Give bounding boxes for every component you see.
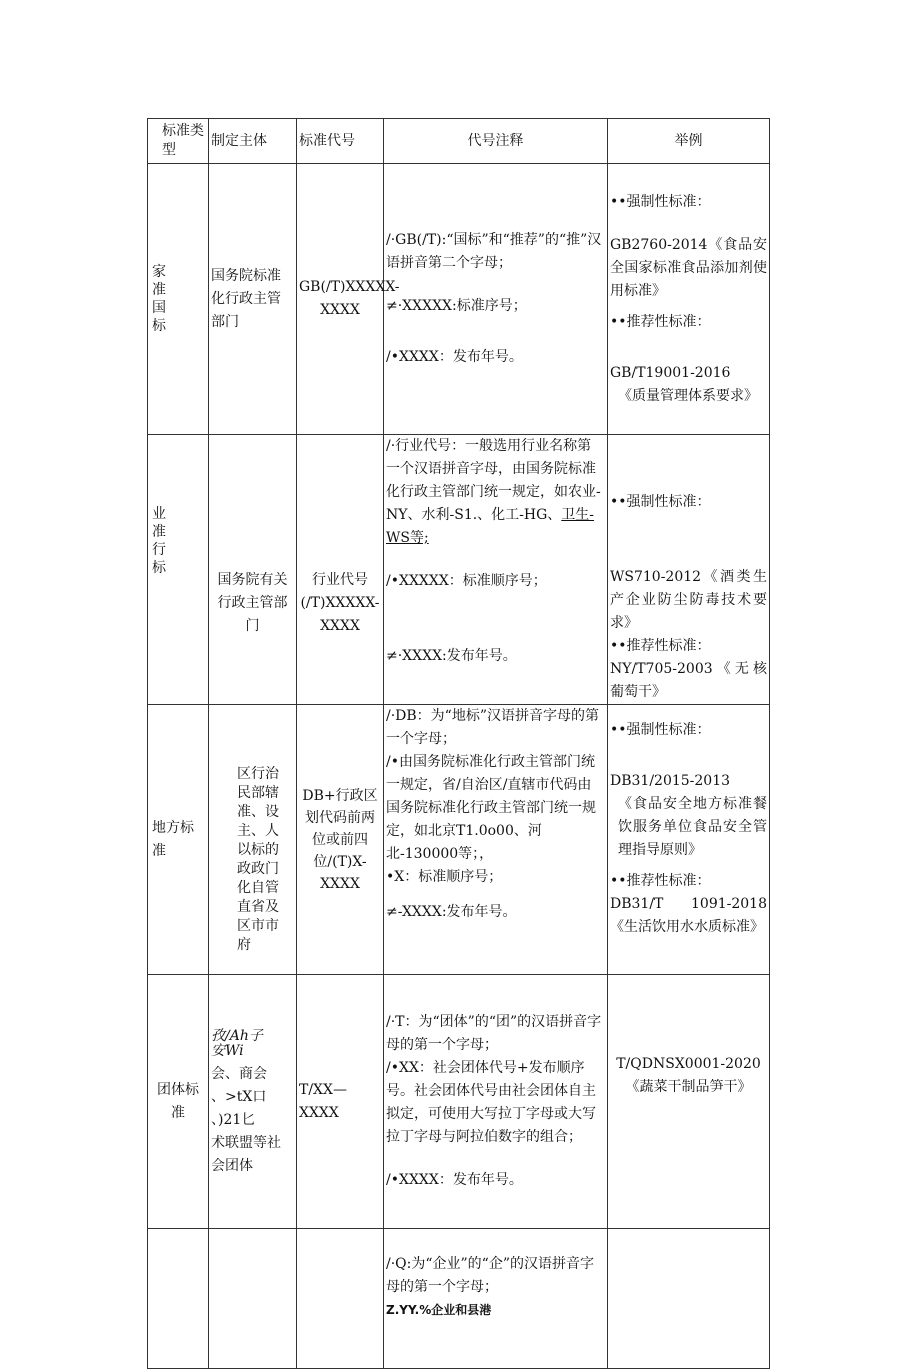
cell-example: T/QDNSX0001-2020 《蔬菜干制品笋干》 <box>608 975 770 1229</box>
cell-example: ••强制性标准： WS710-2012《酒类生产企业防尘防毒技术要求》 ••推荐性标准： NY/T705-2003《无核葡萄干》 <box>608 435 770 705</box>
cell-code: GB(/T)XXXXX-XXXX <box>297 164 384 435</box>
cell-example <box>608 1229 770 1369</box>
cell-type <box>148 1229 209 1369</box>
header-body: 制定主体 <box>209 119 297 164</box>
cell-note: /·GB(/T):“国标”和“推荐”的“推”汉语拼音第二个字母； ≠·XXXXX:标准序号； /•XXXX：发布年号。 <box>384 164 608 435</box>
cell-code: T/XX—XXXX <box>297 975 384 1229</box>
cell-note: /·DB：为“地标”汉语拼音字母的第一个字母； /•由国务院标准化行政主管部门统一规定，省/自治区/直辖市代码由国务院标准化行政主管部门统一规定，如北京T1.0o00、河北-130000等；， •X：标准顺序号； ≠-XXXX:发布年号。 <box>384 705 608 975</box>
cell-note: /·T：为“团体”的“团”的汉语拼音字母的第一个字母； /•XX：社会团体代号+发布顺序号。社会团体代号由社会团体自主拟定，可使用大写拉丁字母或大写拉丁字母与阿拉伯数字的组合； /•XXXX：发布年号。 <box>384 975 608 1229</box>
cell-body: 国务院标准化行政主管部门 <box>209 164 297 435</box>
cell-type: 团体标准 <box>148 975 209 1229</box>
header-note: 代号注释 <box>384 119 608 164</box>
cell-type: 业准行标 <box>148 435 209 705</box>
standards-table <box>147 118 770 1369</box>
table-row-enterprise <box>148 1229 770 1369</box>
table-row-group <box>148 975 770 1229</box>
table-row-industry <box>148 435 770 705</box>
cell-note: /·Q:为“企业”的“企”的汉语拼音字母的第一个字母； Z.YY.%企业和县港 <box>384 1229 608 1369</box>
cell-type: 家准国标 <box>148 164 209 435</box>
cell-body: 孜∕Ah子 安Wi 会、商会 、>tX口 、)21匕 术联盟等社会团体 <box>209 975 297 1229</box>
cell-body: 区行治民部辖准、设主、人以标的政政门化自管直省及区市市府 <box>209 705 297 975</box>
table-header-row <box>148 119 770 164</box>
table-row-national <box>148 164 770 435</box>
cell-body <box>209 1229 297 1369</box>
table-row-local <box>148 705 770 975</box>
header-type: 标准类型 <box>148 119 209 164</box>
cell-example: ••强制性标准： DB31/2015-2013 《食品安全地方标准餐饮服务单位食品安全管理指导原则》 ••推荐性标准： DB31/T 1091-2018《生活饮用水水质标准》 <box>608 705 770 975</box>
cell-code <box>297 1229 384 1369</box>
cell-code: DB+行政区划代码前两位或前四位/(T)X-XXXX <box>297 705 384 975</box>
cell-body: 国务院有关行政主管部门 <box>209 435 297 705</box>
cell-code: 行业代号(/T)XXXXX-XXXX <box>297 435 384 705</box>
cell-example: ••强制性标准： GB2760-2014《食品安全国家标准食品添加剂使用标准》 ••推荐性标准： GB/T19001-2016 《质量管理体系要求》 <box>608 164 770 435</box>
header-code: 标准代号 <box>297 119 384 164</box>
cell-note: /·行业代号：一般选用行业名称第一个汉语拼音字母，由国务院标准化行政主管部门统一规定，如农业-NY、水利-S1.、化工-HG、卫生-WS等; /•XXXXX：标准顺序号； ≠·XXXX:发布年号。 <box>384 435 608 705</box>
header-example: 举例 <box>608 119 770 164</box>
cell-type: 地方标准 <box>148 705 209 975</box>
